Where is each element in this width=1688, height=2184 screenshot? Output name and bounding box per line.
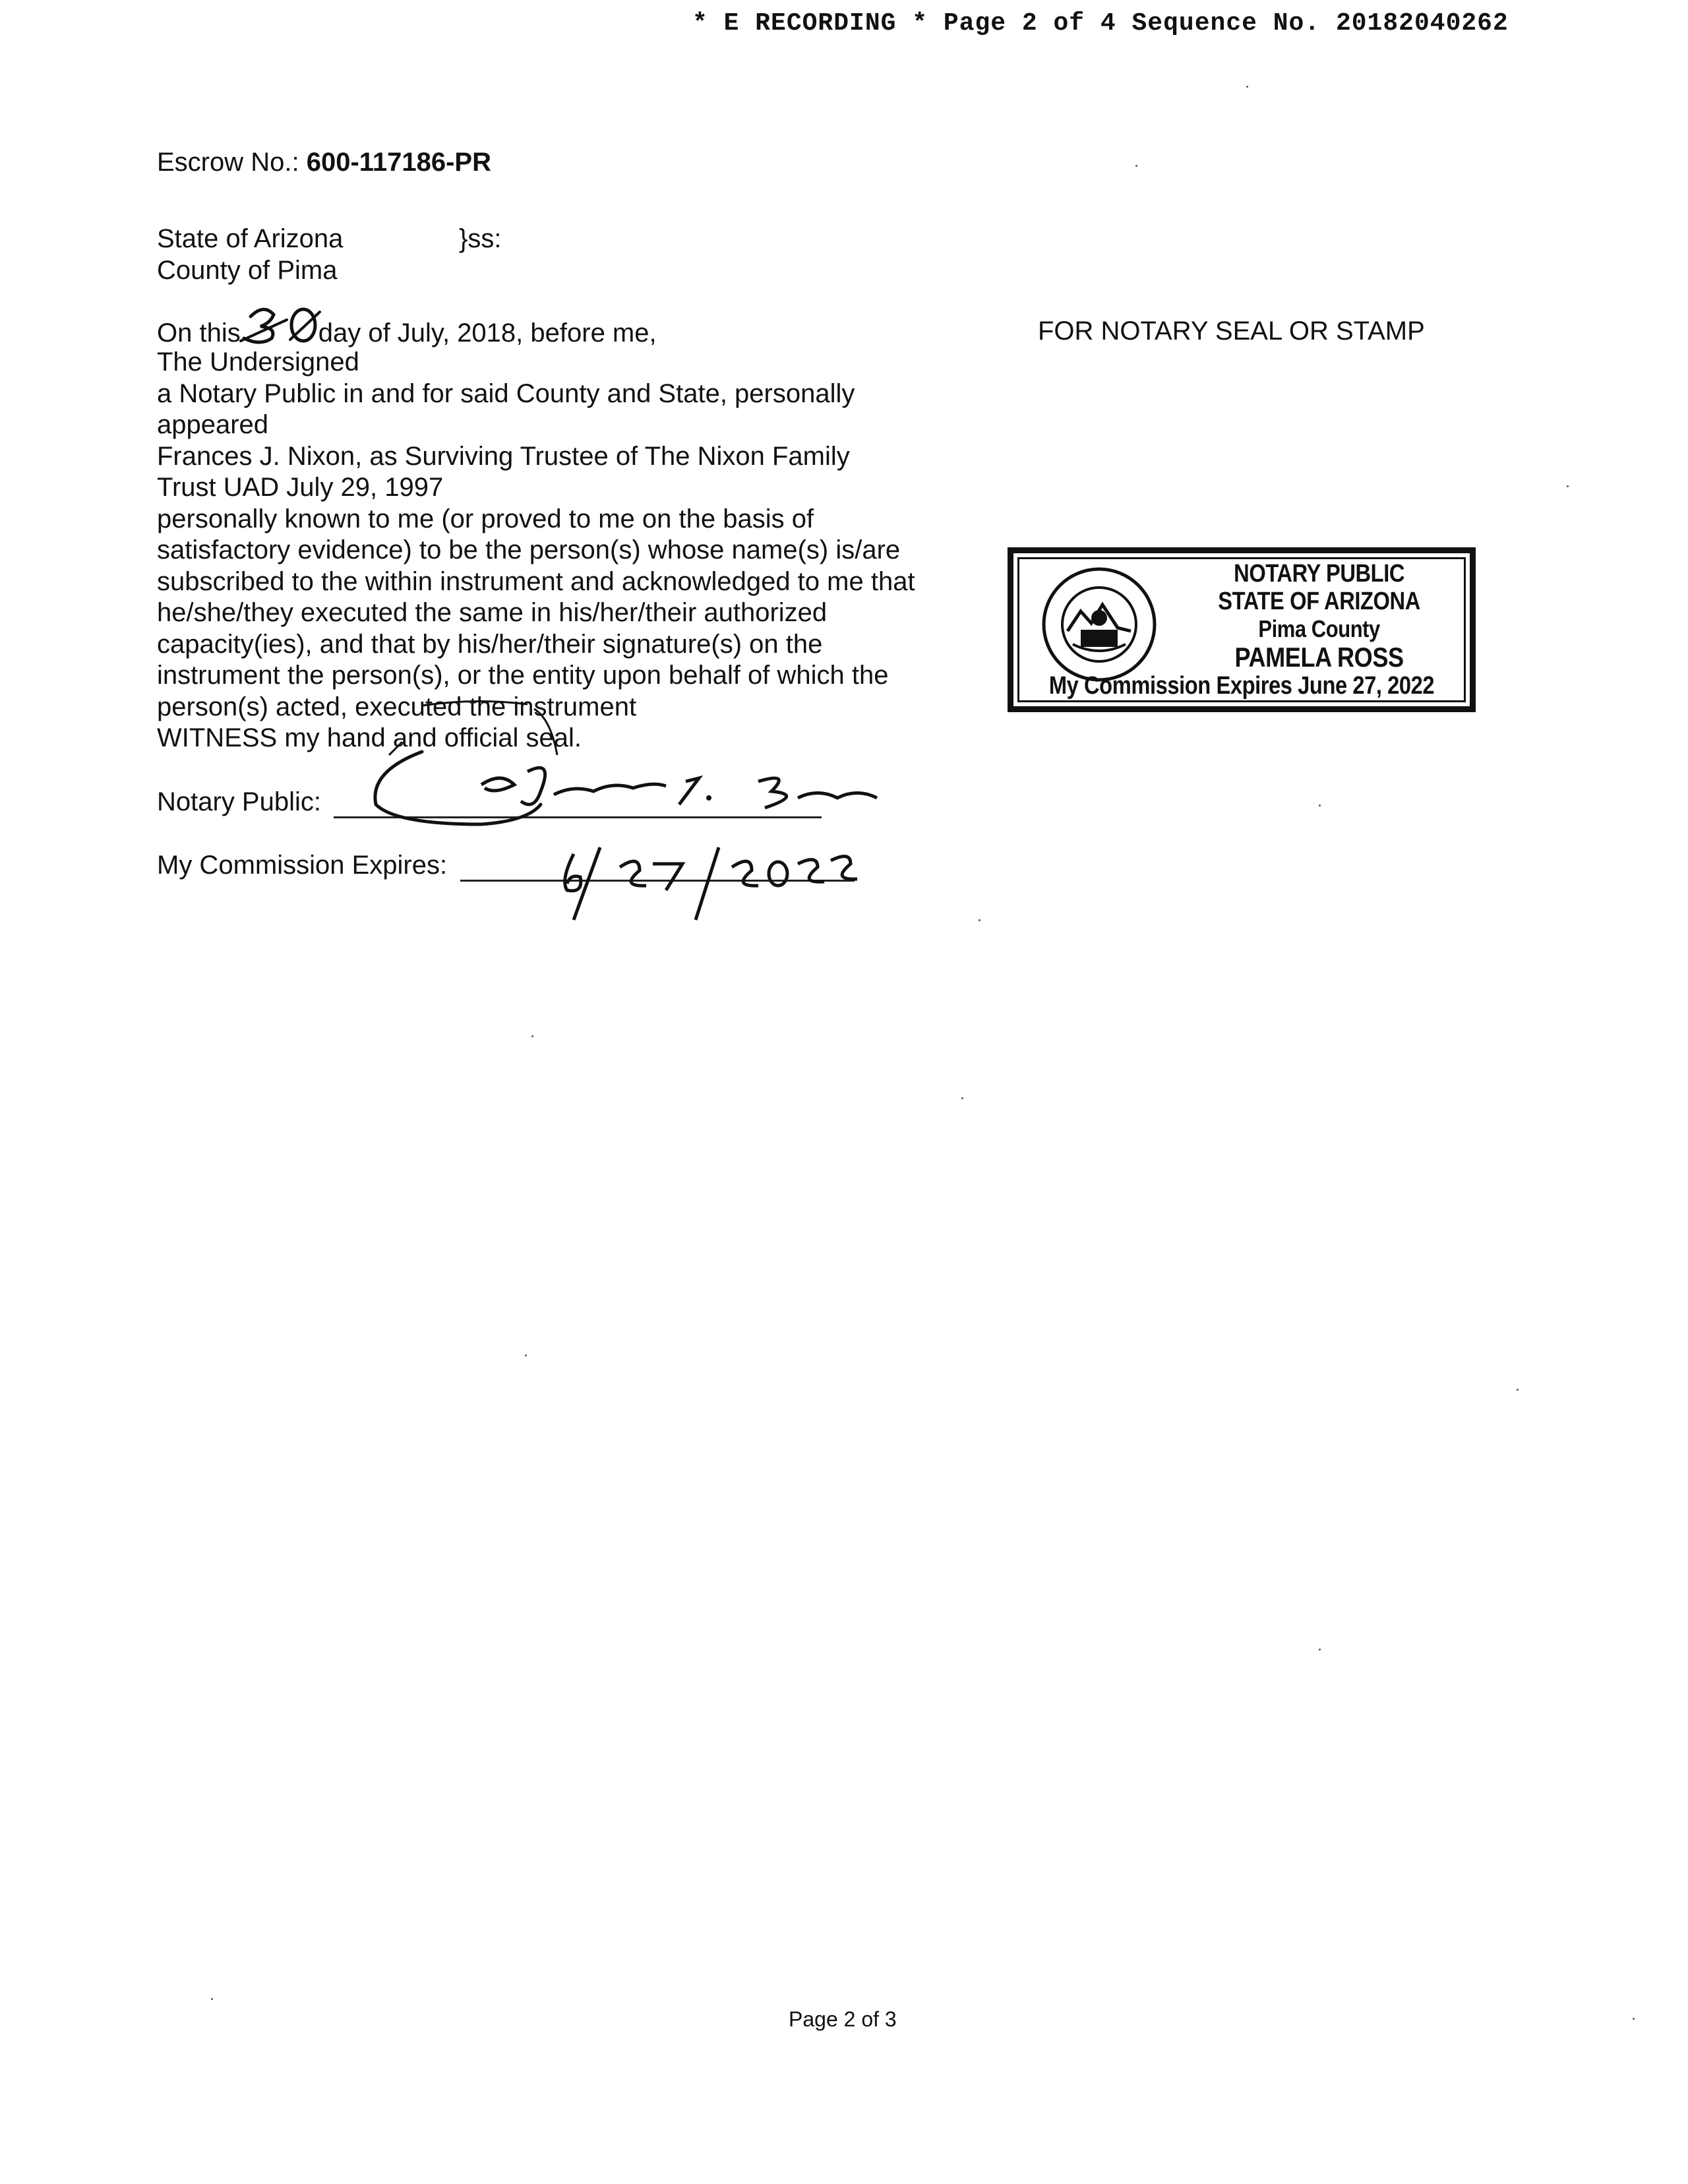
notary-stamp <box>1008 547 1476 712</box>
escrow-label: Escrow No.: <box>157 148 299 177</box>
stamp-line-name: PAMELA ROSS <box>1234 642 1404 673</box>
ack-line: he/she/they executed the same in his/her/their authorized <box>157 598 828 627</box>
scan-speck <box>211 1998 213 2000</box>
page-number: Page 2 of 3 <box>789 2007 897 2031</box>
ack-line: Frances J. Nixon, as Surviving Trustee of The Nixon Family <box>157 441 850 471</box>
escrow-line <box>157 146 491 178</box>
notary-public-label: Notary Public: <box>157 787 321 816</box>
scan-speck <box>1246 86 1248 88</box>
scan-speck <box>531 1035 533 1037</box>
commission-expires-label: My Commission Expires: <box>157 851 448 880</box>
ack-line: a Notary Public in and for said County and State, personally <box>157 379 855 408</box>
ack-line: personally known to me (or proved to me on the basis of <box>157 504 814 533</box>
scan-speck <box>1135 165 1137 167</box>
handwritten-day <box>237 300 330 346</box>
handwritten-expiration-date <box>547 828 956 926</box>
ack-line: WITNESS my hand and official seal. <box>157 723 582 752</box>
ack-line: person(s) acted, executed the instrument <box>157 692 637 721</box>
venue-state: State of Arizona <box>157 224 344 253</box>
ack-line: appeared <box>157 410 269 439</box>
scan-speck <box>1517 1389 1519 1391</box>
ack-line: capacity(ies), and that by his/her/their signature(s) on the <box>157 629 823 659</box>
recording-header: * E RECORDING * Page 2 of 4 Sequence No. 20182040262 <box>692 9 1509 38</box>
escrow-number: 600-117186-PR <box>306 148 491 177</box>
ack-line: instrument the person(s), or the entity upon behalf of which the <box>157 661 889 690</box>
stamp-line-notary-public: NOTARY PUBLIC <box>1234 560 1405 588</box>
venue-county: County of Pima <box>157 256 338 285</box>
scan-speck <box>1319 1649 1321 1651</box>
stamp-line-state: STATE OF ARIZONA <box>1218 588 1420 615</box>
ack-line: satisfactory evidence) to be the person(s) whose name(s) is/are <box>157 535 901 564</box>
scan-speck <box>1633 2018 1635 2020</box>
stamp-line-county: Pima County <box>1258 615 1380 642</box>
scan-speck <box>979 919 980 921</box>
scan-speck <box>1567 485 1569 487</box>
ack-suffix: day of July, 2018, before me, <box>318 318 657 348</box>
ack-prefix: On this <box>157 318 241 348</box>
seal-caption: FOR NOTARY SEAL OR STAMP <box>1038 317 1425 346</box>
ack-line: The Undersigned <box>157 348 359 377</box>
scan-speck <box>1319 804 1321 806</box>
scan-speck <box>525 1354 527 1356</box>
scan-speck <box>961 1097 963 1099</box>
venue-ss: }ss: <box>459 224 502 253</box>
acknowledgment-first-line <box>157 315 657 349</box>
stamp-line-expiration: My Commission Expires June 27, 2022 <box>1048 672 1435 700</box>
ack-line: subscribed to the within instrument and acknowledged to me that <box>157 566 915 596</box>
ack-line: Trust UAD July 29, 1997 <box>157 473 444 502</box>
